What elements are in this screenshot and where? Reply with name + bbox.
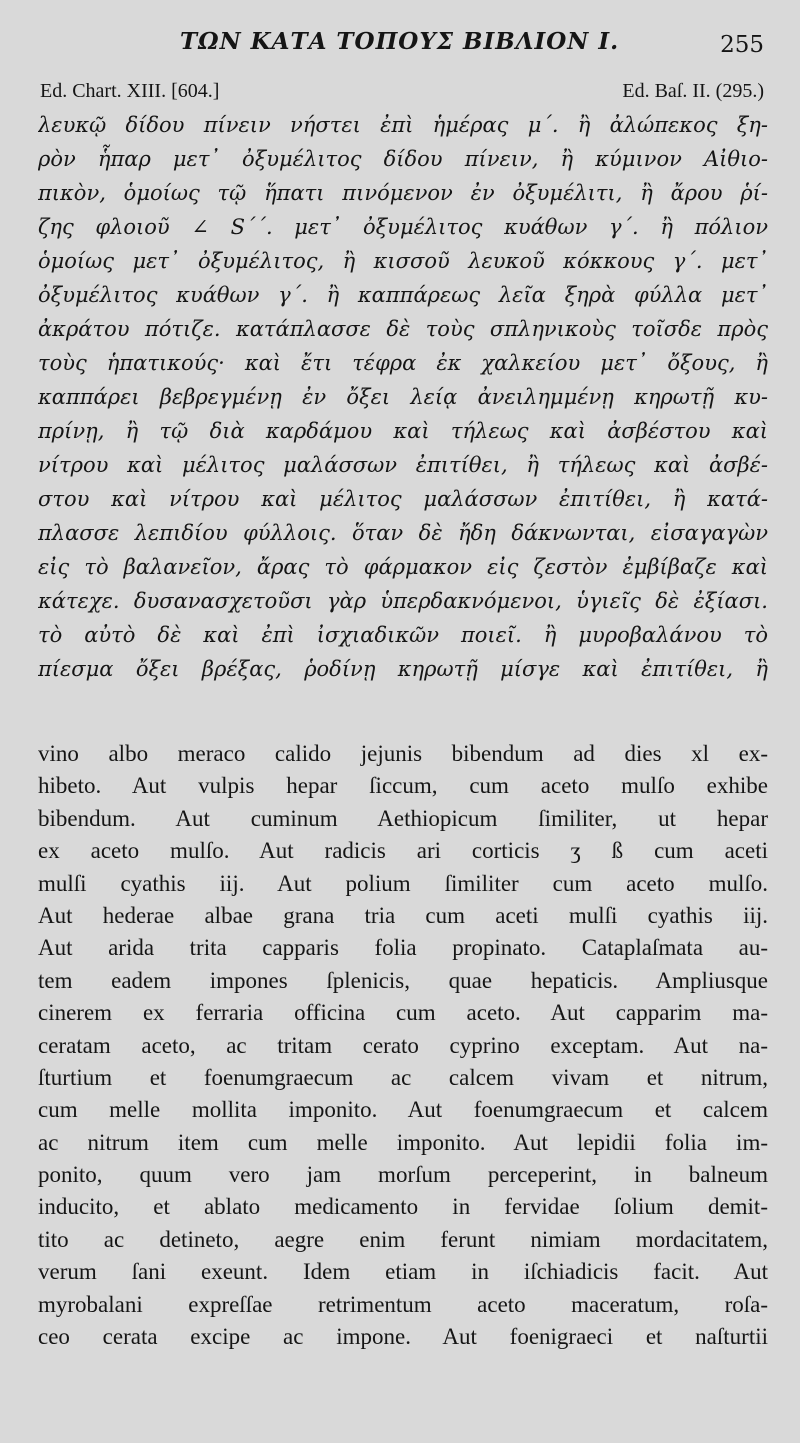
greek-text-line: πρίνῃ, ἢ τῷ διὰ καρδάμου καὶ τήλεως καὶ ἀσβέστου καὶ [38, 419, 768, 443]
latin-text-line: ceo cerata excipe ac impone. Aut foenigraeci et naſturtii [38, 1324, 768, 1350]
latin-text-line: ponito, quum vero jam morſum perceperint, in balneum [38, 1162, 768, 1188]
latin-text-line: hibeto. Aut vulpis hepar ſiccum, cum aceto mulſo exhibe [38, 773, 768, 799]
greek-text-line: λευκῷ δίδου πίνειν νήστει ἐπὶ ἡμέρας μ΄. ἢ ἀλώπεκος ξη- [38, 113, 768, 137]
edition-reference-basel: Ed. Baſ. II. (295.) [622, 80, 764, 102]
greek-text-line: τὸ αὐτὸ δὲ καὶ ἐπὶ ἰσχιαδικῶν ποιεῖ. ἢ μυροβαλάνου τὸ [38, 623, 768, 647]
greek-text-line: εἰς τὸ βαλανεῖον, ἄρας τὸ φάρμακον εἰς ζεστὸν ἐμβίβαζε καὶ [38, 555, 768, 579]
latin-text-line: Aut hederae albae grana tria cum aceti mulſi cyathis iij. [38, 902, 768, 928]
greek-text-line: τοὺς ἡπατικούς· καὶ ἔτι τέφρα ἐκ χαλκείου μετ᾽ ὄξους, ἢ [38, 351, 768, 375]
greek-text-line: κάτεχε. δυσανασχετοῦσι γὰρ ὑπερδακνόμενοι, ὑγιεῖς δὲ ἐξίασι. [38, 589, 768, 613]
latin-text-line: bibendum. Aut cuminum Aethiopicum ſimiliter, ut hepar [38, 805, 768, 831]
latin-text-line: vino albo meraco calido jejunis bibendum ad dies xl ex- [38, 741, 768, 766]
latin-text-line: tem eadem impones ſplenicis, quae hepaticis. Ampliusque [38, 967, 768, 993]
latin-text-line: Aut arida trita capparis folia propinato. Cataplaſmata au- [38, 935, 768, 961]
page-number: 255 [720, 32, 764, 58]
greek-text-line: ζης φλοιοῦ ∠ S΄΄. μετ᾽ ὀξυμέλιτος κυάθων γ΄. ἢ πόλιον [38, 215, 768, 239]
edition-reference-chartier: Ed. Chart. XIII. [604.] [40, 80, 220, 102]
latin-text-line: mulſi cyathis iij. Aut polium ſimiliter cum aceto mulſo. [38, 870, 768, 896]
greek-text-line: ὁμοίως μετ᾽ ὀξυμέλιτος, ἢ κισσοῦ λευκοῦ κόκκους γ΄. μετ᾽ [38, 249, 768, 273]
edition-references [40, 80, 764, 110]
latin-text-block [38, 738, 768, 1353]
latin-text-line: cum melle mollita imponito. Aut foenumgraecum et calcem [38, 1097, 768, 1123]
greek-text-line: ρὸν ἧπαρ μετ᾽ ὀξυμέλιτος δίδου πίνειν, ἢ κύμινον Αἰθιο- [38, 147, 768, 171]
latin-text-line: myrobalani expreſſae retrimentum aceto maceratum, roſa- [38, 1291, 768, 1317]
running-title: ΤΩΝ ΚΑΤΑ ΤΟΠΟΥΣ ΒΙΒΛΙΟΝ Ι. [180, 28, 620, 55]
greek-text-line: πικὸν, ὁμοίως τῷ ἥπατι πινόμενον ἐν ὀξυμέλιτι, ἢ ἄρου ῥί- [38, 181, 768, 205]
latin-text-line: inducito, et ablato medicamento in fervidae ſolium demit- [38, 1194, 768, 1220]
latin-text-line: ceratam aceto, ac tritam cerato cyprino exceptam. Aut na- [38, 1032, 768, 1058]
latin-text-line: cinerem ex ferraria officina cum aceto. Aut capparim ma- [38, 1000, 768, 1026]
greek-text-line: πίεσμα ὄξει βρέξας, ῥοδίνῃ κηρωτῇ μίσγε καὶ ἐπιτίθει, ἢ [38, 657, 768, 681]
latin-text-line: verum ſani exeunt. Idem etiam in iſchiadicis facit. Aut [38, 1259, 768, 1285]
greek-text-line: πλασσε λεπιδίου φύλλοις. ὅταν δὲ ἤδη δάκνωνται, εἰσαγαγὼν [38, 521, 768, 545]
latin-text-line: ex aceto mulſo. Aut radicis ari corticis ʒ ß cum aceti [38, 838, 768, 864]
greek-text-line: ὀξυμέλιτος κυάθων γ΄. ἢ καππάρεως λεῖα ξηρὰ φύλλα μετ᾽ [38, 283, 768, 307]
greek-text-line: ἀκράτου πότιζε. κατάπλασσε δὲ τοὺς σπληνικοὺς τοῖσδε πρὸς [38, 317, 768, 341]
latin-text-line: ſturtium et foenumgraecum ac calcem vivam et nitrum, [38, 1064, 768, 1090]
latin-text-line: ac nitrum item cum melle imponito. Aut lepidii folia im- [38, 1129, 768, 1155]
greek-text-line: νίτρου καὶ μέλιτος μαλάσσων ἐπιτίθει, ἢ τήλεως καὶ ἀσβέ- [38, 453, 768, 477]
running-head [0, 28, 800, 68]
greek-text-block [38, 108, 768, 686]
greek-text-line: στου καὶ νίτρου καὶ μέλιτος μαλάσσων ἐπιτίθει, ἢ κατά- [38, 487, 768, 511]
latin-text-line: tito ac detineto, aegre enim ferunt nimiam mordacitatem, [38, 1226, 768, 1252]
greek-text-line: καππάρει βεβρεγμένῃ ἐν ὄξει λείᾳ ἀνειλημμένῃ κηρωτῇ κυ- [38, 385, 768, 409]
